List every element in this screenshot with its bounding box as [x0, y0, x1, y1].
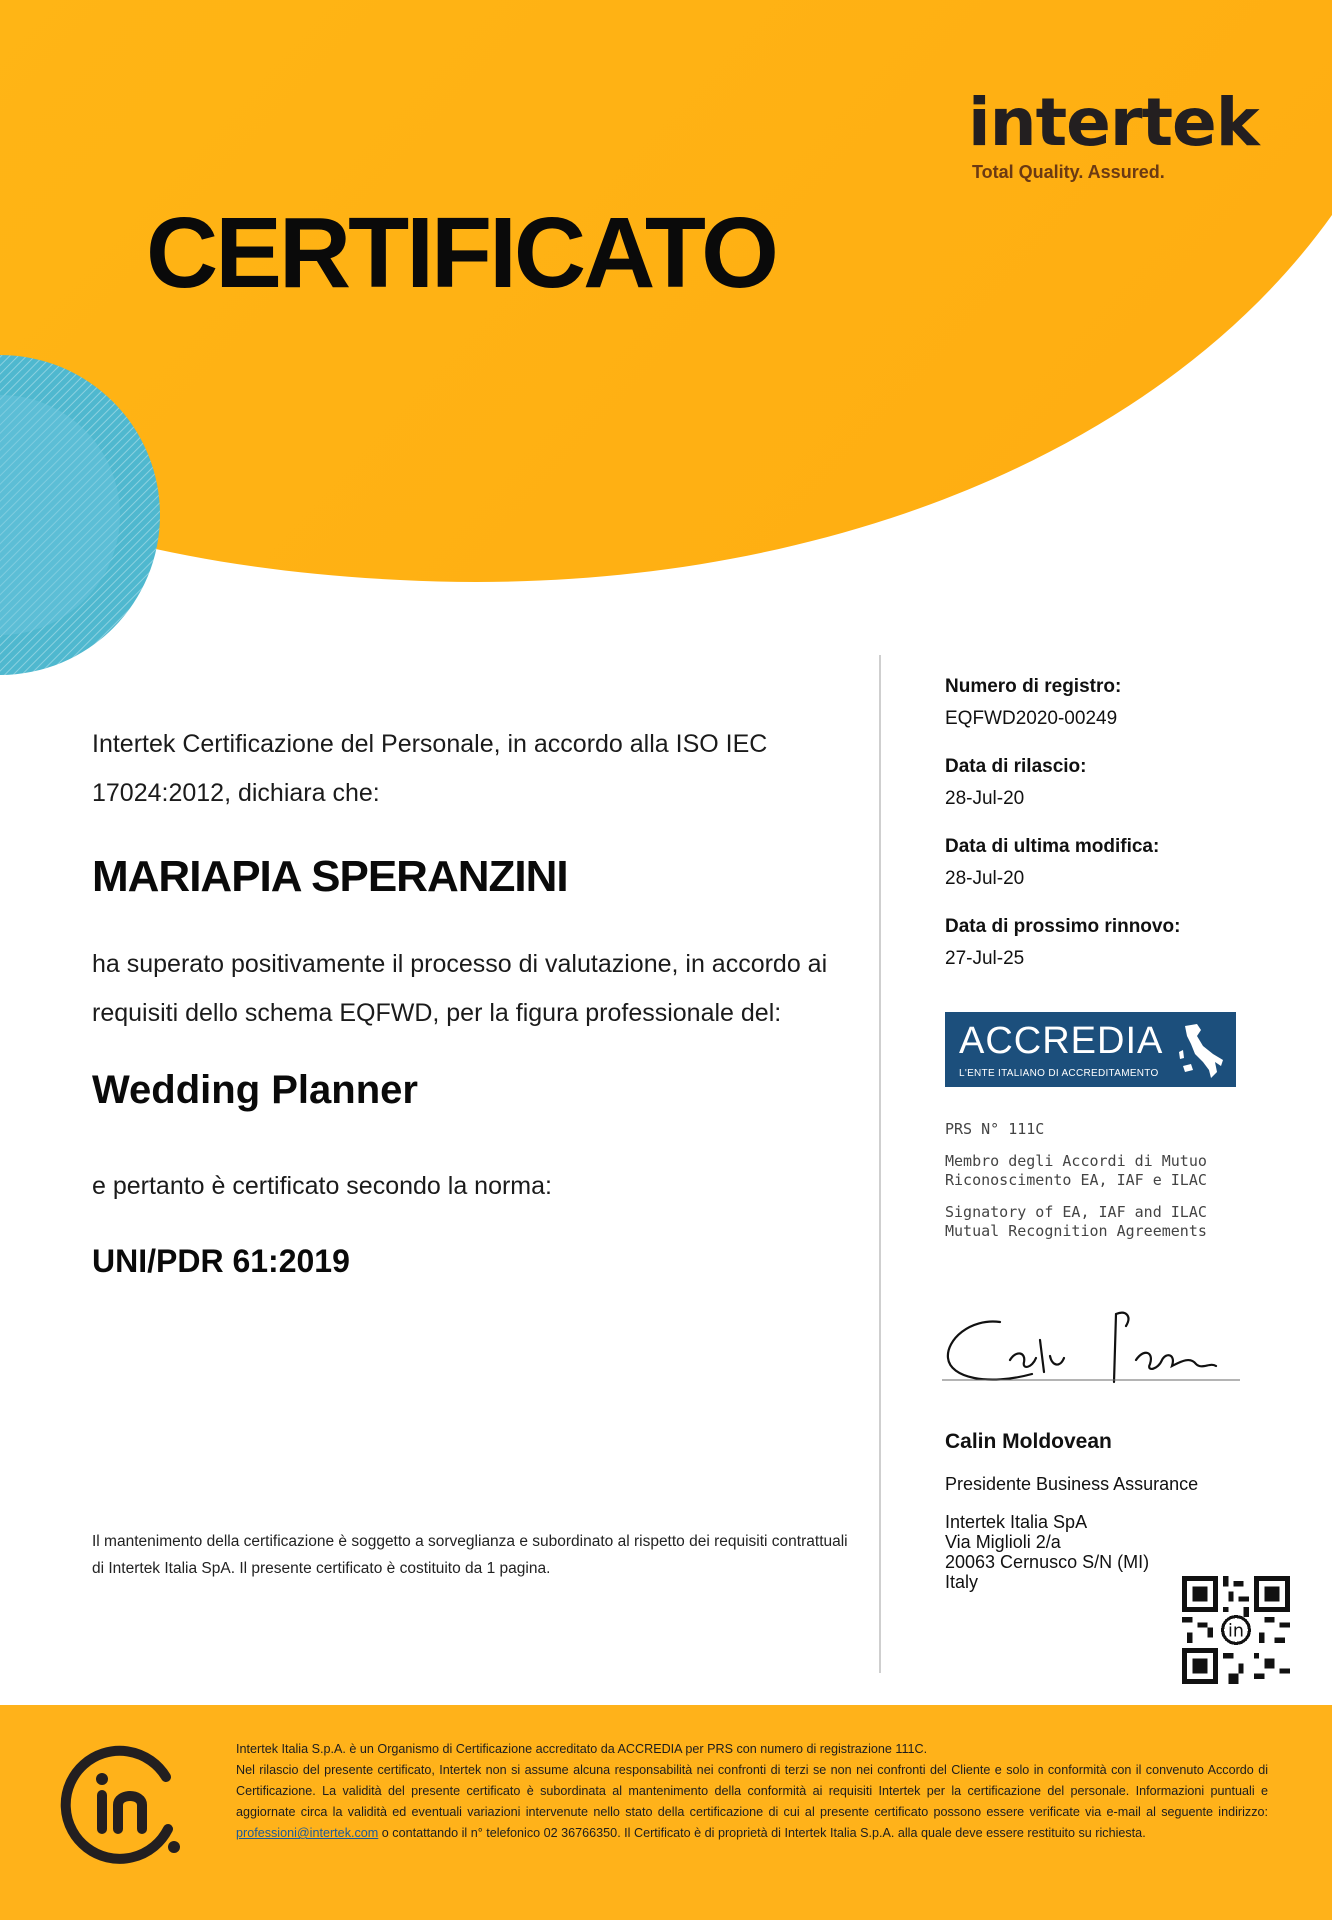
intertek-in-mark-icon	[56, 1737, 188, 1869]
detail-label: Data di prossimo rinnovo:	[945, 916, 1181, 937]
detail-label: Data di rilascio:	[945, 756, 1087, 777]
norma-intro: e pertanto è certificato secondo la norma:	[92, 1172, 552, 1200]
footer-legal-text	[236, 1739, 1268, 1844]
prs-number: PRS N° 111C	[945, 1120, 1045, 1138]
qr-code[interactable]	[1182, 1576, 1290, 1684]
mra-en-line: Signatory of EA, IAF and ILAC	[945, 1203, 1207, 1221]
signatory-name: Calin Moldovean	[945, 1430, 1112, 1453]
detail-label: Data di ultima modifica:	[945, 836, 1160, 857]
detail-value: EQFWD2020-00249	[945, 708, 1118, 729]
maintenance-note: Il mantenimento della certificazione è soggetto a sorveglianza e subordinato al rispetto dei requisiti contrattuali di Intertek Italia SpA. Il presente certificato è costituito da 1 pagina.	[92, 1533, 848, 1577]
detail-registry	[945, 676, 1180, 756]
company-address	[945, 1512, 1149, 1592]
detail-value: 27-Jul-25	[945, 948, 1025, 969]
detail-issue-date	[945, 756, 1180, 836]
detail-label: Numero di registro:	[945, 676, 1122, 697]
footer-paragraph	[236, 1760, 1268, 1844]
footer-email-link[interactable]: professioni@intertek.com	[236, 1826, 379, 1840]
detail-last-modified	[945, 836, 1180, 916]
footer-line1: Intertek Italia S.p.A. è un Organismo di Certificazione accreditato da ACCREDIA per PRS con numero di registrazione 111C.	[236, 1742, 928, 1756]
address-line: Italy	[945, 1572, 979, 1592]
footer-band	[0, 1705, 1332, 1920]
intertek-logo: intertek	[968, 84, 1259, 161]
certificate-title: CERTIFICATO	[146, 197, 776, 309]
signature	[940, 1300, 1240, 1400]
address-line: 20063 Cernusco S/N (MI)	[945, 1552, 1150, 1572]
intertek-tagline: Total Quality. Assured.	[972, 162, 1165, 182]
holder-name: MARIAPIA SPERANZINI	[92, 852, 568, 901]
mra-english	[945, 1203, 1207, 1241]
address-line: Via Miglioli 2/a	[945, 1532, 1061, 1552]
footer-text-b: o contattando il n° telefonico 02 36766350. Il Certificato è di proprietà di Intertek Italia S.p.A. alla quale deve essere restituito su richiesta.	[381, 1826, 1146, 1840]
detail-value: 28-Jul-20	[945, 788, 1025, 809]
mra-it-line: Riconoscimento EA, IAF e ILAC	[945, 1171, 1207, 1189]
mra-en-line: Mutual Recognition Agreements	[945, 1222, 1207, 1240]
mra-italian	[945, 1152, 1207, 1190]
process-text: ha superato positivamente il processo di valutazione, in accordo ai requisiti dello schema EQFWD, per la figura professionale del:	[92, 950, 828, 1027]
accredia-logo	[945, 1012, 1236, 1087]
detail-value: 28-Jul-20	[945, 868, 1025, 889]
italy-map-icon	[1177, 1022, 1227, 1080]
profession-title: Wedding Planner	[92, 1068, 418, 1112]
svg-text:in: in	[1228, 1621, 1244, 1642]
detail-renewal	[945, 916, 1180, 996]
address-line: Intertek Italia SpA	[945, 1512, 1088, 1532]
certificate-details	[945, 676, 1180, 996]
mra-it-line: Membro degli Accordi di Mutuo	[945, 1152, 1207, 1170]
accredia-subtitle: L'ENTE ITALIANO DI ACCREDITAMENTO	[959, 1068, 1159, 1079]
intro-text: Intertek Certificazione del Personale, in accordo alla ISO IEC 17024:2012, dichiara che:	[92, 730, 768, 807]
accredia-word: ACCREDIA	[959, 1020, 1164, 1062]
footer-text-a: Nel rilascio del presente certificato, Intertek non si assume alcuna responsabilità nei confronti di terzi se non nei confronti del Cliente e solo in conformità con il convenuto Accordo di Certificazione. La validità del presente certificato è subordinata al mantenimento della conformità ai requisiti Intertek per la certificazione del personale. Informazioni puntuali e aggiornate circa la validità ed eventuali variazioni intervenute nello stato della certificazione di cui al presente certificato possono essere verificate via e-mail al seguente indirizzo:	[236, 1763, 1268, 1819]
norma-code: UNI/PDR 61:2019	[92, 1243, 350, 1279]
signatory-role: Presidente Business Assurance	[945, 1474, 1199, 1494]
